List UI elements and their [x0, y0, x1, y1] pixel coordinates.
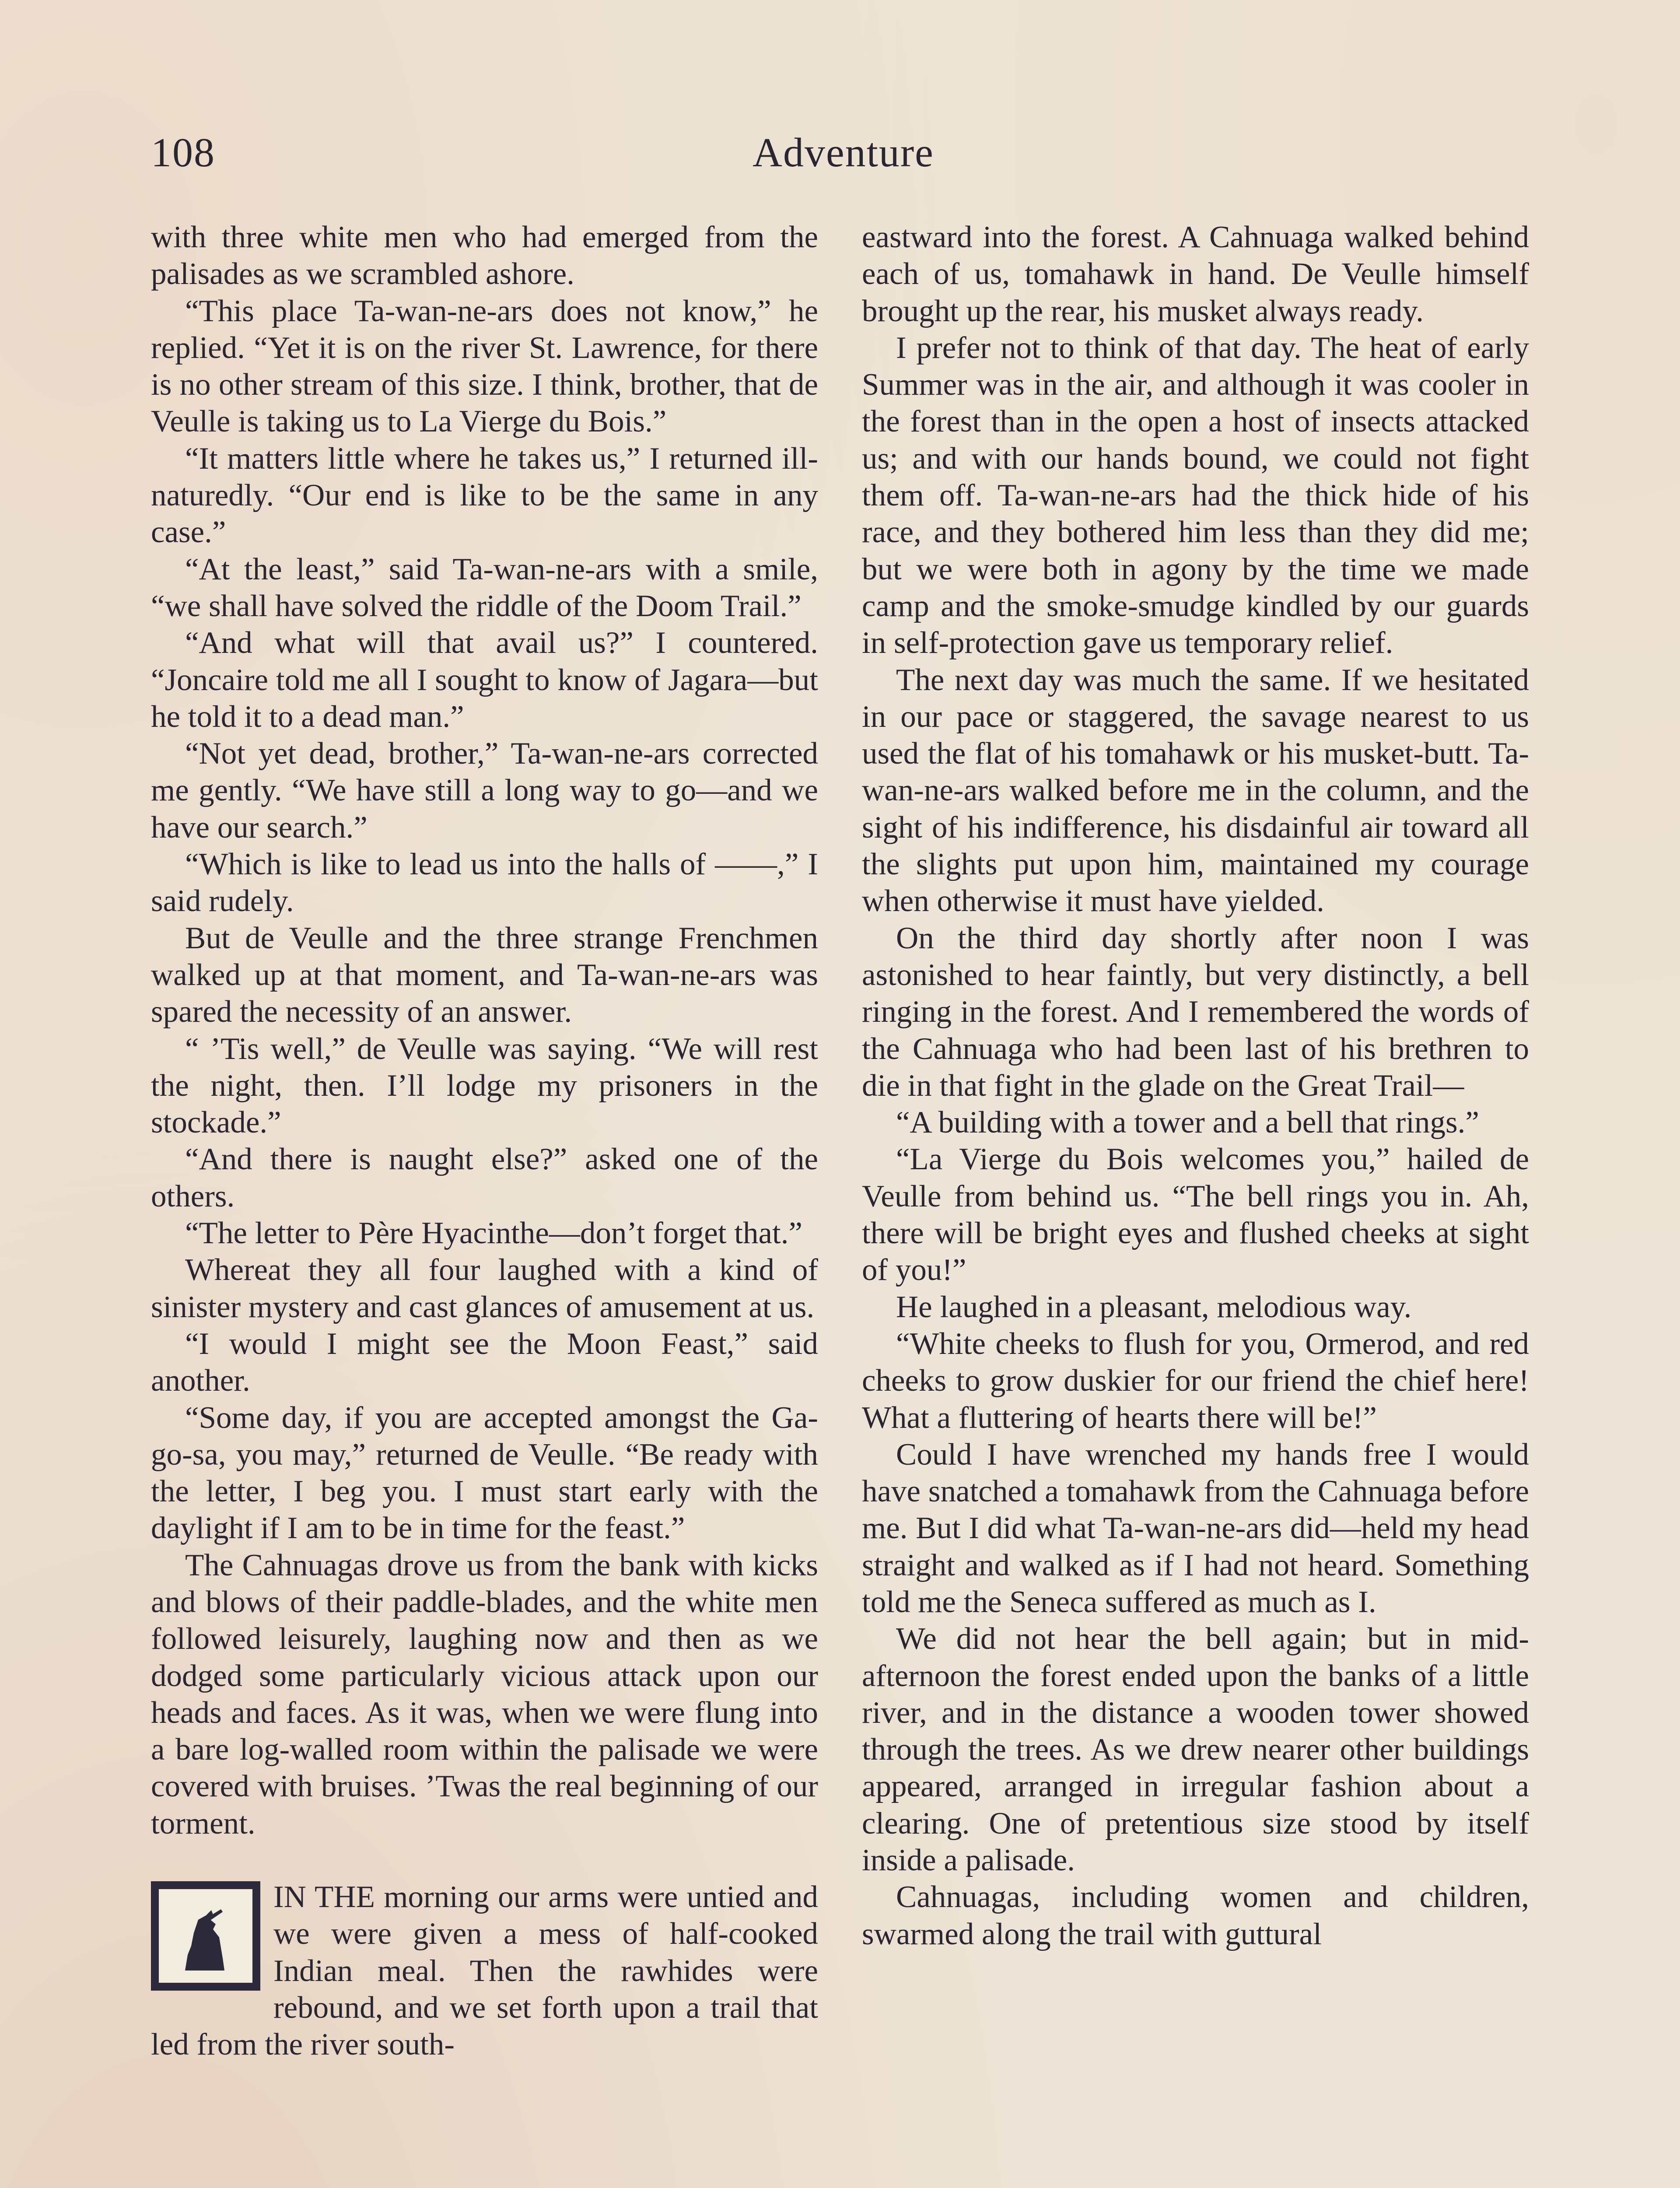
- paragraph: The Cahnuagas drove us from the bank with kicks and blows of their paddle-blades, and the white men followed leisurely, laughing now and then as we dodged some particularly vicious attack upon our heads and faces. As it was, when we were flung into a bare log-walled room within the palisade we were covered with bruises. ’Twas the real beginning of our torment.: [151, 1548, 818, 1841]
- paragraph: “And what will that avail us?” I countered. “Joncaire told me all I sought to know of Jagara—but he told it to a dead man.”: [151, 626, 818, 734]
- paragraph: “This place Ta-wan-ne-ars does not know,” he replied. “Yet it is on the river St. Lawrence, for there is no other stream of this size. I think, brother, that de Veulle is taking us to La Vierge du Bois.”: [151, 294, 818, 439]
- paragraph: “White cheeks to flush for you, Ormerod, and red cheeks to grow duskier for our friend the chief here! What a fluttering of hearts there will be!”: [862, 1326, 1529, 1435]
- paragraph: “Not yet dead, brother,” Ta-wan-ne-ars corrected me gently. “We have still a long way to go—and we have our search.”: [151, 736, 818, 845]
- paragraph: But de Veulle and the three strange Frenchmen walked up at that moment, and Ta-wan-ne-ars was spared the necessity of an answer.: [151, 921, 818, 1029]
- paragraph: “La Vierge du Bois welcomes you,” hailed de Veulle from behind us. “The bell rings you in. Ah, there will be bright eyes and flushed cheeks at sight of you!”: [862, 1142, 1529, 1287]
- running-head: [151, 129, 1536, 186]
- paragraph: eastward into the forest. A Cahnuaga walked behind each of us, tomahawk in hand. De Veulle himself brought up the rear, his musket always ready.: [862, 220, 1529, 328]
- paragraph: On the third day shortly after noon I was astonished to hear faintly, but very distinctly, a bell ringing in the forest. And I remembered the words of the Cahnuaga who had been last of his brethren to die in that fight in the glade on the Great Trail—: [862, 921, 1529, 1103]
- warrior-silhouette-icon: [181, 1907, 229, 1972]
- section-opening: [151, 1879, 818, 2063]
- paragraph: He laughed in a pleasant, melodious way.: [896, 1290, 1412, 1324]
- paragraph: I prefer not to think of that day. The heat of early Summer was in the air, and although it was cooler in the forest than in the open a host of insects attacked us; and with our hands bound, we could not fight them off. Ta-wan-ne-ars had the thick hide of his race, and they bothered him less than they did me; but we were both in agony by the time we made camp and the smoke-smudge kindled by our guards in self-protection gave us temporary relief.: [862, 330, 1529, 660]
- left-column: [151, 219, 818, 2063]
- paragraph: Whereat they all four laughed with a kind of sinister mystery and cast glances of amusement at us.: [151, 1253, 818, 1324]
- paragraph: “A building with a tower and a bell that rings.”: [896, 1105, 1479, 1140]
- right-column: [862, 219, 1529, 1953]
- paragraph: We did not hear the bell again; but in mid-afternoon the forest ended upon the banks of a little river, and in the distance a wooden tower showed through the trees. As we drew nearer other buildings appeared, arranged in irregular fashion about a clearing. One of pretentious size stood by itself inside a palisade.: [862, 1622, 1529, 1878]
- paragraph: “At the least,” said Ta-wan-ne-ars with a smile, “we shall have solved the riddle of the Doom Trail.”: [151, 552, 818, 623]
- paragraph: “Which is like to lead us into the halls of ——,” I said rudely.: [151, 847, 818, 919]
- paragraph: “Some day, if you are accepted amongst the Ga-go-sa, you may,” returned de Veulle. “Be ready with the letter, I beg you. I must start early with the daylight if I am to be in time for the feast.”: [151, 1400, 818, 1546]
- paragraph: “It matters little where he takes us,” I returned ill-naturedly. “Our end is like to be the same in any case.”: [151, 441, 818, 550]
- paragraph: “The letter to Père Hyacinthe—don’t forget that.”: [185, 1216, 802, 1251]
- section-break: [151, 1842, 818, 1879]
- paragraph: Could I have wrenched my hands free I would have snatched a tomahawk from the Cahnuaga before me. But I did what Ta-wan-ne-ars did—held my head straight and walked as if I had not heard. Something told me the Seneca suffered as much as I.: [862, 1437, 1529, 1619]
- paragraph: “I would I might see the Moon Feast,” said another.: [151, 1326, 818, 1398]
- section-opening-text: IN THE morning our arms were untied and we were given a mess of half-cooked Indian meal. Then the rawhides were rebound, and we set forth upon a trail that led from the river south-: [151, 1880, 818, 2062]
- paragraph: The next day was much the same. If we hesitated in our pace or staggered, the savage nearest to us used the flat of his tomahawk or his musket-butt. Ta-wan-ne-ars walked before me in the column, and the sight of his indifference, his disdainful air toward all the slights put upon him, maintained my courage when otherwise it must have yielded.: [862, 663, 1529, 919]
- paragraph: “ ’Tis well,” de Veulle was saying. “We will rest the night, then. I’ll lodge my prisoners in the stockade.”: [151, 1031, 818, 1140]
- decorative-initial-icon: [151, 1881, 260, 1991]
- page-number: 108: [151, 130, 215, 175]
- paragraph: “And there is naught else?” asked one of the others.: [151, 1142, 818, 1213]
- paragraph: Cahnuagas, including women and children, swarmed along the trail with guttural: [862, 1880, 1529, 1951]
- paragraph: with three white men who had emerged from the palisades as we scrambled ashore.: [151, 220, 818, 291]
- magazine-title: Adventure: [752, 130, 934, 175]
